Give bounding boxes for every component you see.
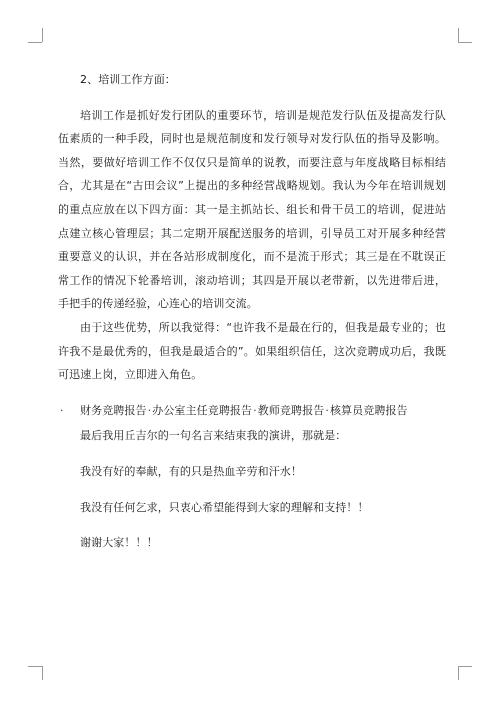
link-office-director-report[interactable]: 办公室主任竞聘报告 — [152, 403, 253, 417]
crop-mark-top-right-h — [458, 42, 472, 43]
closing-line-thanks: 谢谢大家！！！ — [80, 536, 158, 550]
closing-line-quote-2: 我没有任何乞求，只衷心希望能得到大家的理解和支持！！ — [80, 500, 369, 514]
link-teacher-report[interactable]: 教师竞聘报告 — [257, 403, 325, 417]
paragraph-advantages: 由于这些优势，所以我觉得：“也许我不是最在行的，但我是最专业的；也许我不是最优秀的，但我是最适合的”。如果组织信任，这次竞聘成功后，我既可迅速上岗，立即进入角色。 — [58, 320, 446, 382]
crop-mark-bottom-left-v — [42, 666, 43, 680]
document-body — [58, 68, 446, 555]
paragraph-training: 培训工作是抓好发行团队的重要环节，培训是规范发行队伍及提高发行队伍素质的一种手段，同时也是规范制度和发行领导对发行队伍的指导及影响。当然，要做好培训工作不仅仅只是简单的说教，而要注意与年度战略目标相结合，尤其是在“古田会议”上提出的多种经营战略规划。我认为今年在培训规划的重点应放在以下四方面：其一是主抓站长、组长和骨干员工的培训，促进站点建立核心管理层；其二定期开展配送服务的培训，引导员工对开展多种经营重要意义的认识，并在各站形成制度化，而不是流于形式；其三是在不耽误正常工作的情况下轮番培训，滚动培训；其四是开展以老带新，以先进带后进，手把手的传递经验，心连心的培训交流。 — [58, 108, 446, 311]
closing-line-quote-1: 我没有好的奉献，有的只是热血辛劳和汗水！ — [80, 464, 302, 478]
link-accountant-report[interactable]: 核算员竞聘报告 — [329, 403, 408, 417]
crop-mark-top-left-v — [42, 28, 43, 42]
link-separator: · — [253, 403, 257, 417]
section-heading: 2、培训工作方面： — [80, 73, 176, 86]
crop-mark-bottom-left-h — [28, 666, 42, 667]
crop-mark-bottom-right-h — [458, 666, 472, 667]
crop-mark-top-right-v — [458, 28, 459, 42]
link-finance-report[interactable]: 财务竞聘报告 — [80, 403, 147, 417]
related-links — [58, 399, 446, 423]
closing-line-intro: 最后我用丘吉尔的一句名言来结束我的演讲，那就是： — [80, 429, 347, 443]
bullet-dot: · — [60, 403, 64, 417]
link-separator: · — [325, 403, 329, 417]
crop-mark-bottom-right-v — [458, 666, 459, 680]
crop-mark-top-left-h — [28, 42, 42, 43]
link-separator: · — [147, 403, 152, 417]
